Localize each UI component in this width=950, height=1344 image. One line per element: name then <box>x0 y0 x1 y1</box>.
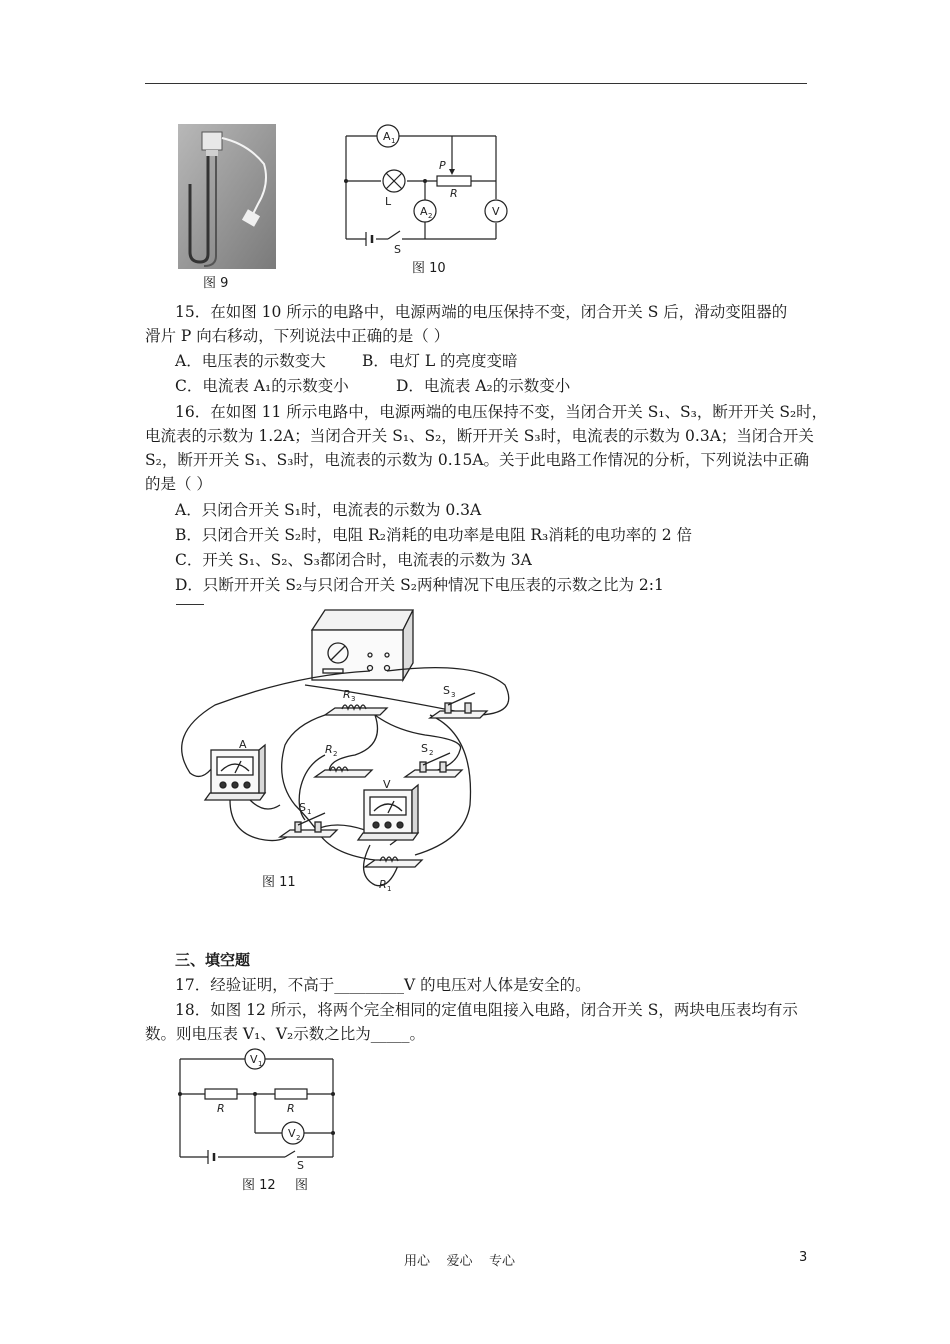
svg-text:2: 2 <box>296 1134 301 1142</box>
footer-motto: 用心 爱心 专心 <box>404 1254 516 1269</box>
q16-stem-line1: 16．在如图 11 所示电路中，电源两端的电压保持不变，当闭合开关 S₁、S₃，断开开关 S₂时， <box>175 403 828 421</box>
q16-option-a: A．只闭合开关 S₁时，电流表的示数为 0.3A <box>175 501 482 519</box>
svg-text:R: R <box>325 743 333 756</box>
svg-text:2: 2 <box>428 212 433 220</box>
q16-option-c: C．开关 S₁、S₂、S₃都闭合时，电流表的示数为 3A <box>175 551 532 569</box>
svg-text:L: L <box>385 195 392 208</box>
svg-text:R: R <box>450 187 458 200</box>
svg-text:S: S <box>297 1159 304 1172</box>
svg-text:R: R <box>343 688 351 701</box>
svg-text:A: A <box>383 130 391 143</box>
q16-option-d: D．只断开开关 S₂与只闭合开关 S₂两种情况下电压表的示数之比为 2:1 <box>175 576 664 594</box>
page-number: 3 <box>799 1250 808 1265</box>
q15-option-b: B．电灯 L 的亮度变暗 <box>362 352 518 370</box>
svg-text:R: R <box>287 1102 295 1115</box>
fig10-circuit <box>340 125 510 256</box>
svg-text:3: 3 <box>351 695 356 703</box>
svg-text:2: 2 <box>429 749 434 757</box>
svg-text:S: S <box>443 684 450 697</box>
q16-stem-line2: 电流表的示数为 1.2A；当闭合开关 S₁、S₂，断开开关 S₃时，电流表的示数为 0.3A；当闭合开关 <box>145 427 814 445</box>
fig9-photo <box>178 124 276 269</box>
q18-stem-line2: 数。则电压表 V₁、V₂示数之比为_____。 <box>145 1025 425 1043</box>
header-rule <box>145 83 807 84</box>
svg-text:1: 1 <box>307 808 312 816</box>
section-heading: 三、填空题 <box>175 951 251 969</box>
fig10-caption: 图 10 <box>412 261 446 276</box>
q15-option-c: C．电流表 A₁的示数变小 <box>175 377 349 395</box>
q16-stem-line4: 的是（ ） <box>145 475 212 493</box>
q16-stem-line3: S₂，断开开关 S₁、S₃时，电流表的示数为 0.15A。关于此电路工作情况的分析，下列说法中正确 <box>145 451 810 469</box>
q15-stem-line2: 滑片 P 向右移动，下列说法中正确的是（ ） <box>145 327 450 345</box>
fig11-circuit <box>175 605 520 895</box>
q15-stem-line1: 15．在如图 10 所示的电路中，电源两端的电压保持不变，闭合开关 S 后，滑动变阻器的 <box>175 303 788 321</box>
fig11-caption: 图 11 <box>262 875 296 890</box>
svg-text:R: R <box>379 878 387 891</box>
svg-text:S: S <box>394 243 401 256</box>
svg-text:A: A <box>420 205 428 218</box>
fig9-caption: 图 9 <box>203 276 229 291</box>
svg-text:1: 1 <box>258 1060 263 1068</box>
svg-text:2: 2 <box>333 750 338 758</box>
svg-text:1: 1 <box>387 885 392 893</box>
fig12-caption: 图 12 <box>242 1178 276 1193</box>
fig12-caption-extra: 图 <box>295 1178 309 1193</box>
svg-text:P: P <box>439 159 446 172</box>
q17-stem: 17．经验证明，不高于_________V 的电压对人体是安全的。 <box>175 976 591 994</box>
svg-text:S: S <box>421 742 428 755</box>
svg-text:R: R <box>217 1102 225 1115</box>
q16-option-b: B．只闭合开关 S₂时，电阻 R₂消耗的电功率是电阻 R₃消耗的电功率的 2 倍 <box>175 526 692 544</box>
q18-stem-line1: 18．如图 12 所示，将两个完全相同的定值电阻接入电路，闭合开关 S，两块电压表均有示 <box>175 1001 798 1019</box>
svg-text:1: 1 <box>391 137 396 145</box>
svg-text:V: V <box>492 205 500 218</box>
svg-text:3: 3 <box>451 691 456 699</box>
svg-text:A: A <box>239 738 247 751</box>
svg-text:V: V <box>383 778 391 791</box>
svg-text:V: V <box>250 1053 258 1066</box>
q15-option-a: A．电压表的示数变大 <box>175 352 326 370</box>
svg-text:S: S <box>299 801 306 814</box>
svg-text:V: V <box>288 1127 296 1140</box>
q15-option-d: D．电流表 A₂的示数变小 <box>396 377 571 395</box>
fig12-circuit <box>175 1047 340 1172</box>
